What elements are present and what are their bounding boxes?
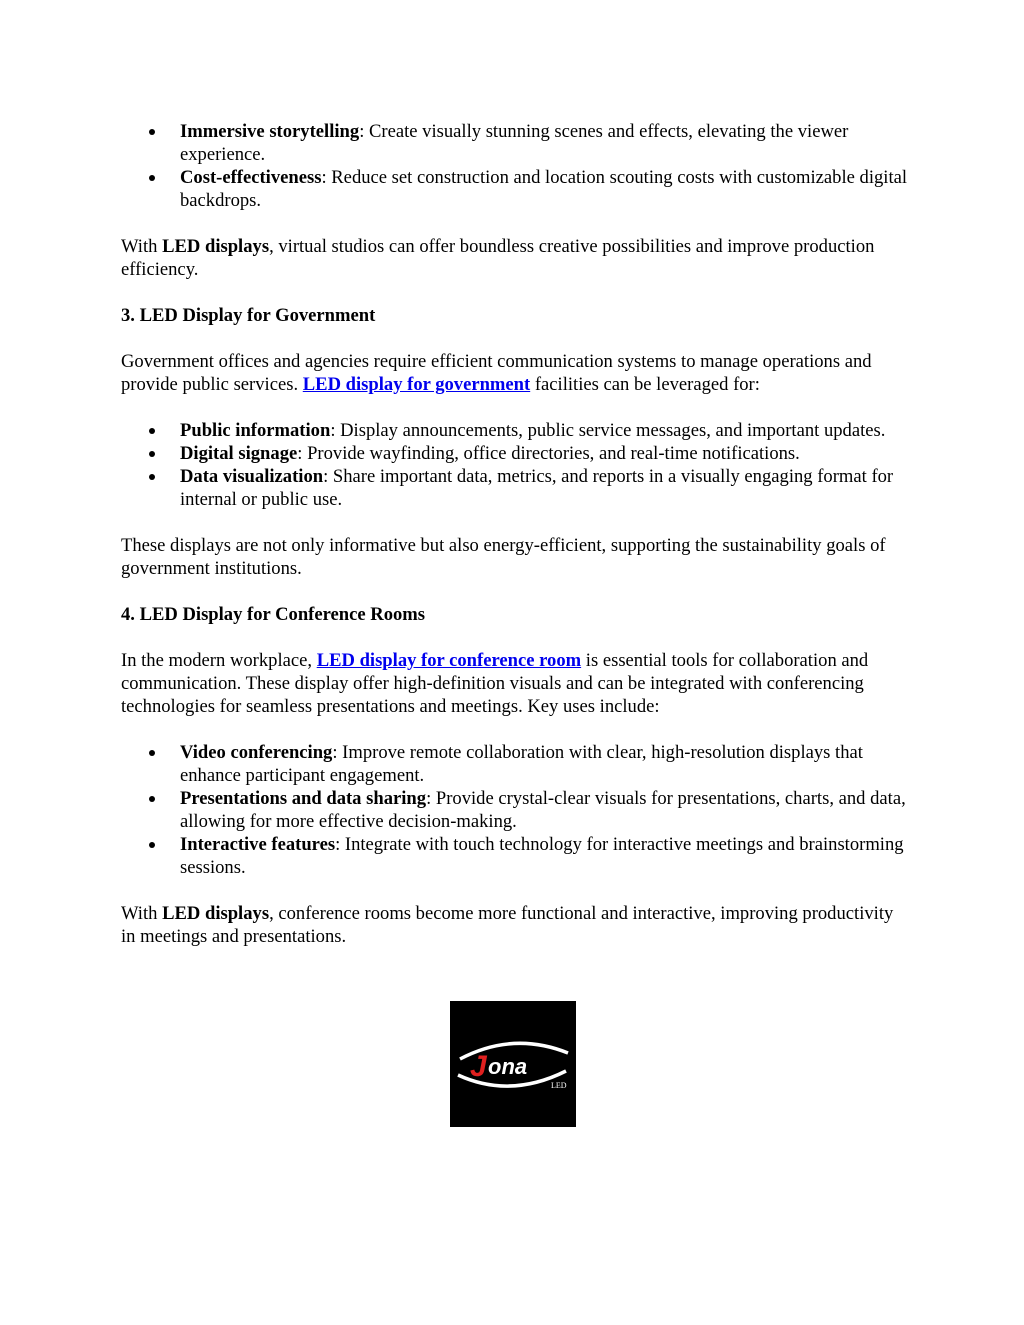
- list-item-term: Data visualization: [180, 466, 324, 487]
- bullet-icon: [149, 842, 155, 848]
- bullet-icon: [149, 129, 155, 135]
- jona-led-logo: [450, 1001, 576, 1127]
- conference-closing: [121, 902, 911, 948]
- government-link[interactable]: LED display for government: [302, 374, 531, 395]
- list-item-text: : Share important data, metrics, and reports in a visually engaging format for internal or public use.: [180, 466, 894, 510]
- list-item-text: : Provide wayfinding, office directories, and real-time notifications.: [297, 443, 800, 464]
- bullet-icon: [149, 750, 155, 756]
- virtual-studio-benefits-list: [121, 120, 911, 212]
- list-item: [121, 419, 911, 442]
- list-item-text: : Reduce set construction and location scouting costs with customizable digital backdrops.: [180, 167, 908, 211]
- bullet-icon: [149, 451, 155, 457]
- closing-text-pre: With: [121, 903, 163, 924]
- conference-uses-list: [121, 741, 911, 879]
- closing-text-post: , conference rooms become more functional and interactive, improving productivity in meetings and presentations.: [121, 903, 894, 947]
- list-item: [121, 166, 911, 212]
- list-item: [121, 833, 911, 879]
- government-uses-list: [121, 419, 911, 511]
- closing-text-bold: LED displays: [162, 236, 270, 257]
- logo-letter-j: J: [470, 1050, 487, 1083]
- list-item-term: Public information: [180, 420, 331, 441]
- bullet-icon: [149, 175, 155, 181]
- list-item-text: : Integrate with touch technology for interactive meetings and brainstorming sessions.: [180, 834, 904, 878]
- list-item: [121, 442, 911, 465]
- list-item-term: Video conferencing: [180, 742, 333, 763]
- list-item: [121, 787, 911, 833]
- bullet-icon: [149, 428, 155, 434]
- conference-intro: [121, 649, 911, 718]
- government-heading: 3. LED Display for Government: [121, 305, 376, 326]
- government-closing: These displays are not only informative but also energy-efficient, supporting the sustainability goals of government institutions.: [121, 535, 886, 579]
- conference-heading: 4. LED Display for Conference Rooms: [121, 604, 426, 625]
- closing-text-pre: With: [121, 236, 163, 257]
- list-item-term: Interactive features: [180, 834, 336, 855]
- intro-text-pre: In the modern workplace,: [121, 650, 317, 671]
- logo-sub-led: LED: [551, 1081, 567, 1090]
- intro-text-post: is essential tools for collaboration and communication. These display offer high-definition visuals and can be integrated with conferencing technologies for seamless presentations and meetings. Key uses include:: [121, 650, 869, 717]
- conference-room-link[interactable]: LED display for conference room: [316, 650, 582, 671]
- bullet-icon: [149, 474, 155, 480]
- list-item-term: Digital signage: [180, 443, 298, 464]
- list-item-text: : Display announcements, public service messages, and important updates.: [330, 420, 886, 441]
- list-item-text: : Improve remote collaboration with clear, high-resolution displays that enhance participant engagement.: [180, 742, 863, 786]
- jona-logo-graphic: [450, 1001, 576, 1127]
- list-item-text: : Create visually stunning scenes and effects, elevating the viewer experience.: [180, 121, 849, 165]
- list-item-term: Cost-effectiveness: [180, 167, 322, 188]
- logo-wordmark-rest: ona: [488, 1054, 528, 1079]
- intro-text-post: facilities can be leveraged for:: [530, 374, 760, 395]
- closing-text-post: , virtual studios can offer boundless creative possibilities and improve production efficiency.: [121, 236, 875, 280]
- list-item-text: : Provide crystal-clear visuals for presentations, charts, and data, allowing for more effective decision-making.: [180, 788, 906, 832]
- government-intro: [121, 350, 911, 396]
- closing-text-bold: LED displays: [162, 903, 270, 924]
- list-item-term: Immersive storytelling: [180, 121, 360, 142]
- document-page: [121, 120, 911, 971]
- intro-text-pre: Government offices and agencies require efficient communication systems to manage operations and provide public services.: [121, 351, 872, 395]
- list-item: [121, 120, 911, 166]
- list-item: [121, 465, 911, 511]
- list-item-term: Presentations and data sharing: [180, 788, 427, 809]
- bullet-icon: [149, 796, 155, 802]
- list-item: [121, 741, 911, 787]
- virtual-studio-closing: [121, 235, 911, 281]
